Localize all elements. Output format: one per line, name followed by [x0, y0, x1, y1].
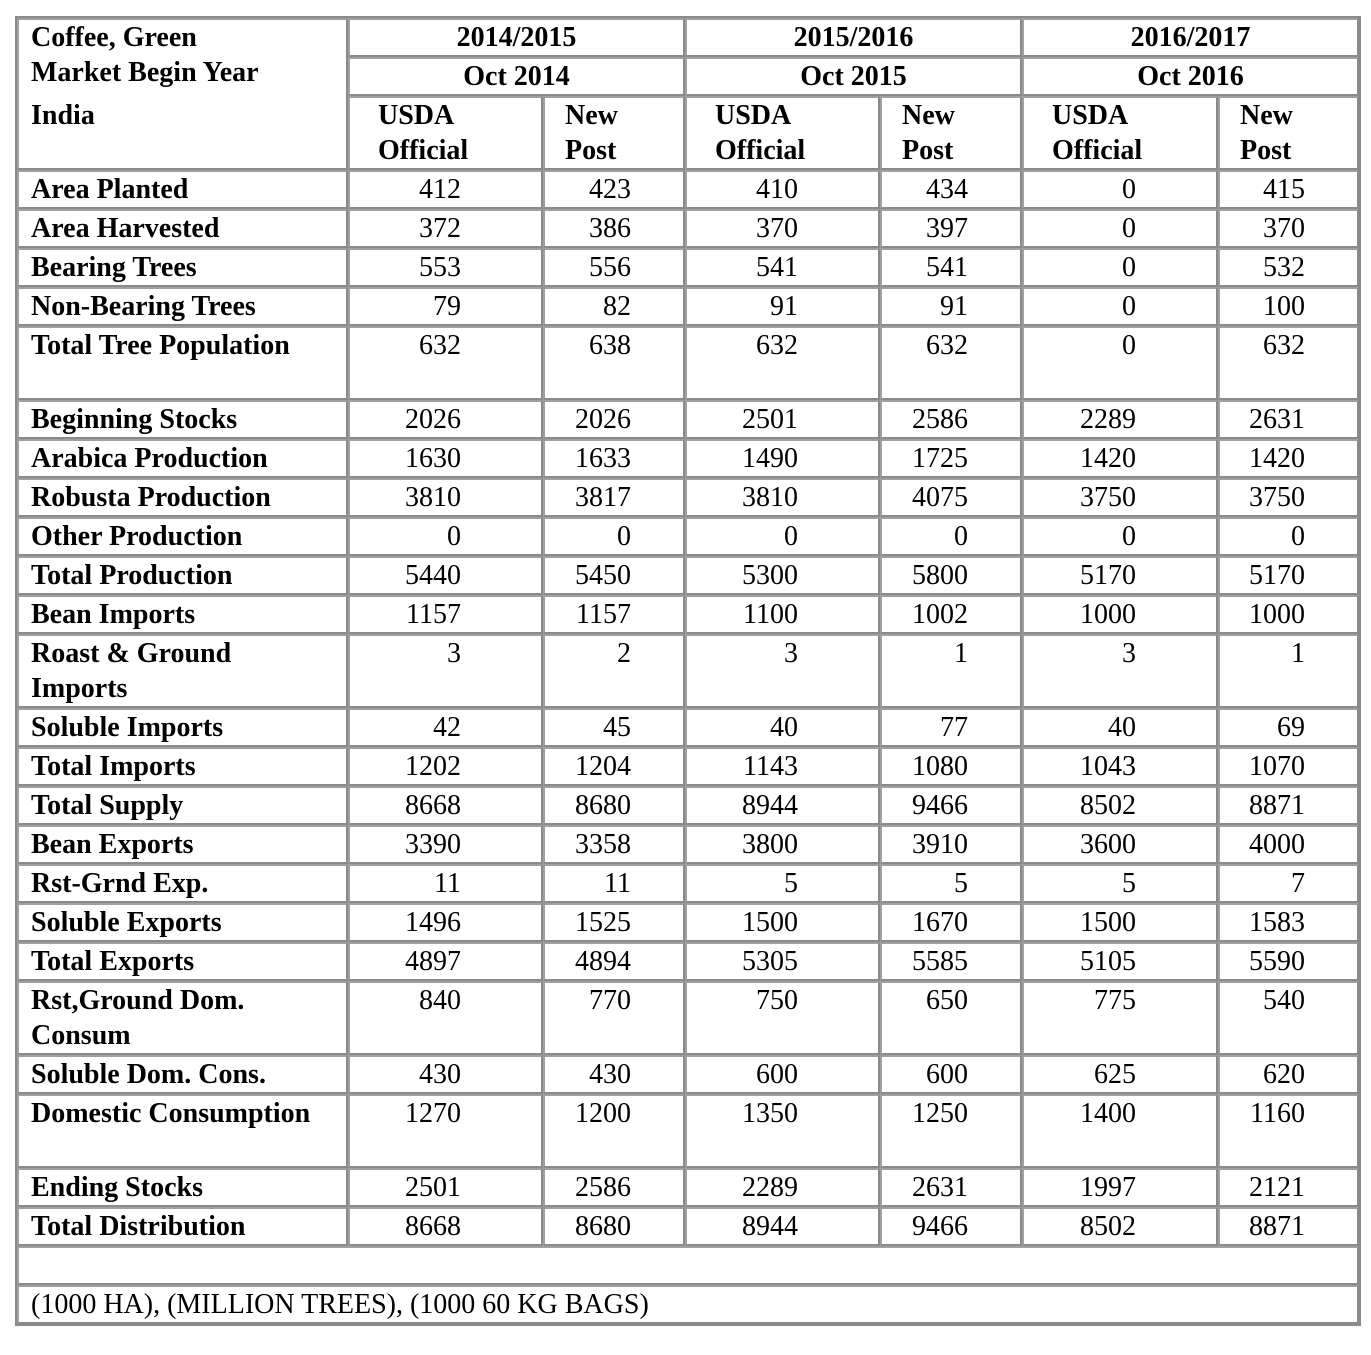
usda-official-value: 1500	[685, 903, 880, 942]
new-post-value: 386	[543, 209, 685, 248]
new-post-value: 370	[1218, 209, 1359, 248]
table-row	[17, 786, 1359, 825]
usda-official-value: 1496	[348, 903, 543, 942]
usda-official-value: 5	[1022, 864, 1218, 903]
table-row	[17, 708, 1359, 747]
new-post-value: 1160	[1218, 1094, 1359, 1168]
new-post-value: 1670	[880, 903, 1022, 942]
new-post-value: 434	[880, 170, 1022, 209]
row-label: Arabica Production	[17, 439, 348, 478]
new-post-value: 9466	[880, 1207, 1022, 1246]
usda-official-value: 5170	[1022, 556, 1218, 595]
usda-official-value: 600	[685, 1055, 880, 1094]
row-label: Domestic Consumption	[17, 1094, 348, 1168]
new-post-value: 69	[1218, 708, 1359, 747]
table-row	[17, 556, 1359, 595]
row-label: Total Tree Population	[17, 326, 348, 400]
table-row	[17, 903, 1359, 942]
usda-official-value: 430	[348, 1055, 543, 1094]
begin-header-2016: Oct 2016	[1022, 57, 1359, 96]
usda-official-value: 1202	[348, 747, 543, 786]
new-post-value: 1000	[1218, 595, 1359, 634]
row-label: Total Production	[17, 556, 348, 595]
market-begin-label: Market Begin Year	[31, 57, 259, 88]
usda-official-value: 3600	[1022, 825, 1218, 864]
new-post-value: 82	[543, 287, 685, 326]
usda-official-value: 3	[1022, 634, 1218, 708]
usda-official-value: 1350	[685, 1094, 880, 1168]
new-post-value: 4894	[543, 942, 685, 981]
new-post-value: 0	[543, 517, 685, 556]
row-label: Beginning Stocks	[17, 400, 348, 439]
new-post-value: 11	[543, 864, 685, 903]
usda-official-value: 1630	[348, 439, 543, 478]
new-post-value: 2586	[543, 1168, 685, 1207]
new-post-value: 2631	[1218, 400, 1359, 439]
new-post-value: 5450	[543, 556, 685, 595]
row-label: Soluble Dom. Cons.	[17, 1055, 348, 1094]
new-post-value: 1204	[543, 747, 685, 786]
new-post-value: 4000	[1218, 825, 1359, 864]
new-post-header: New Post	[880, 96, 1022, 170]
usda-official-value: 91	[685, 287, 880, 326]
usda-official-header: USDA Official	[348, 96, 543, 170]
new-post-value: 1	[1218, 634, 1359, 708]
new-post-value: 5590	[1218, 942, 1359, 981]
row-label: Bearing Trees	[17, 248, 348, 287]
table-row	[17, 747, 1359, 786]
new-post-value: 540	[1218, 981, 1359, 1055]
table-row	[17, 400, 1359, 439]
usda-official-value: 0	[1022, 248, 1218, 287]
year-header-2016: 2016/2017	[1022, 18, 1359, 57]
units-footnote: (1000 HA), (MILLION TREES), (1000 60 KG BAGS)	[17, 1285, 1359, 1324]
new-post-value: 541	[880, 248, 1022, 287]
usda-official-value: 3	[685, 634, 880, 708]
year-header-2015: 2015/2016	[685, 18, 1022, 57]
new-post-value: 2026	[543, 400, 685, 439]
new-post-value: 1420	[1218, 439, 1359, 478]
new-post-value: 91	[880, 287, 1022, 326]
usda-official-value: 750	[685, 981, 880, 1055]
table-row	[17, 1055, 1359, 1094]
table-row	[17, 248, 1359, 287]
table-row	[17, 326, 1359, 400]
new-post-value: 600	[880, 1055, 1022, 1094]
new-post-header: New Post	[543, 96, 685, 170]
usda-official-value: 541	[685, 248, 880, 287]
usda-official-value: 8944	[685, 1207, 880, 1246]
usda-official-value: 0	[1022, 170, 1218, 209]
usda-official-value: 1143	[685, 747, 880, 786]
table-row	[17, 1094, 1359, 1168]
row-label: Non-Bearing Trees	[17, 287, 348, 326]
usda-official-value: 3390	[348, 825, 543, 864]
table-row	[17, 1207, 1359, 1246]
usda-official-value: 1420	[1022, 439, 1218, 478]
new-post-value: 632	[1218, 326, 1359, 400]
row-label: Total Distribution	[17, 1207, 348, 1246]
new-post-value: 8680	[543, 786, 685, 825]
new-post-value: 556	[543, 248, 685, 287]
usda-official-value: 11	[348, 864, 543, 903]
usda-official-value: 0	[1022, 209, 1218, 248]
row-label: Area Harvested	[17, 209, 348, 248]
row-label: Total Exports	[17, 942, 348, 981]
usda-official-value: 8502	[1022, 786, 1218, 825]
new-post-value: 77	[880, 708, 1022, 747]
new-post-value: 5170	[1218, 556, 1359, 595]
new-post-value: 632	[880, 326, 1022, 400]
new-post-value: 532	[1218, 248, 1359, 287]
coffee-psd-table	[15, 16, 1361, 1326]
usda-official-value: 1000	[1022, 595, 1218, 634]
new-post-value: 1583	[1218, 903, 1359, 942]
usda-official-value: 5305	[685, 942, 880, 981]
usda-official-value: 632	[685, 326, 880, 400]
new-post-value: 45	[543, 708, 685, 747]
usda-official-value: 8668	[348, 1207, 543, 1246]
commodity-label: Coffee, Green	[31, 22, 197, 53]
usda-official-value: 0	[1022, 287, 1218, 326]
row-label: Soluble Exports	[17, 903, 348, 942]
new-post-header: New Post	[1218, 96, 1359, 170]
usda-official-value: 775	[1022, 981, 1218, 1055]
new-post-value: 1200	[543, 1094, 685, 1168]
usda-official-value: 632	[348, 326, 543, 400]
new-post-value: 3910	[880, 825, 1022, 864]
row-label: Total Supply	[17, 786, 348, 825]
usda-official-value: 0	[1022, 517, 1218, 556]
usda-official-value: 840	[348, 981, 543, 1055]
table-row	[17, 634, 1359, 708]
usda-official-value: 2289	[1022, 400, 1218, 439]
usda-official-value: 1157	[348, 595, 543, 634]
new-post-value: 8680	[543, 1207, 685, 1246]
usda-official-header: USDA Official	[685, 96, 880, 170]
new-post-value: 1070	[1218, 747, 1359, 786]
new-post-value: 2121	[1218, 1168, 1359, 1207]
new-post-value: 620	[1218, 1055, 1359, 1094]
usda-official-value: 0	[348, 517, 543, 556]
row-label: Rst,Ground Dom. Consum	[17, 981, 348, 1055]
new-post-value: 100	[1218, 287, 1359, 326]
table-row	[17, 517, 1359, 556]
new-post-value: 7	[1218, 864, 1359, 903]
new-post-value: 0	[880, 517, 1022, 556]
table-row	[17, 595, 1359, 634]
table-corner-header	[17, 18, 348, 170]
new-post-value: 9466	[880, 786, 1022, 825]
blank-row	[17, 1246, 1359, 1285]
new-post-value: 8871	[1218, 786, 1359, 825]
year-header-2014: 2014/2015	[348, 18, 685, 57]
new-post-value: 3817	[543, 478, 685, 517]
usda-official-value: 3810	[685, 478, 880, 517]
row-label: Rst-Grnd Exp.	[17, 864, 348, 903]
usda-official-value: 372	[348, 209, 543, 248]
usda-official-value: 0	[685, 517, 880, 556]
new-post-value: 1002	[880, 595, 1022, 634]
footnote-row	[17, 1285, 1359, 1324]
usda-official-value: 1490	[685, 439, 880, 478]
table-row	[17, 1168, 1359, 1207]
row-label: Robusta Production	[17, 478, 348, 517]
new-post-value: 1725	[880, 439, 1022, 478]
usda-official-value: 3	[348, 634, 543, 708]
usda-official-value: 1997	[1022, 1168, 1218, 1207]
usda-official-value: 3800	[685, 825, 880, 864]
table-row	[17, 942, 1359, 981]
usda-official-value: 625	[1022, 1055, 1218, 1094]
row-label: Bean Imports	[17, 595, 348, 634]
table-row	[17, 478, 1359, 517]
new-post-value: 1633	[543, 439, 685, 478]
usda-official-value: 412	[348, 170, 543, 209]
usda-official-value: 2026	[348, 400, 543, 439]
row-label: Soluble Imports	[17, 708, 348, 747]
new-post-value: 2	[543, 634, 685, 708]
table-row	[17, 287, 1359, 326]
new-post-value: 5	[880, 864, 1022, 903]
usda-official-value: 2501	[685, 400, 880, 439]
usda-official-value: 40	[685, 708, 880, 747]
usda-official-value: 2289	[685, 1168, 880, 1207]
usda-official-value: 370	[685, 209, 880, 248]
new-post-value: 415	[1218, 170, 1359, 209]
usda-official-value: 1400	[1022, 1094, 1218, 1168]
usda-official-value: 8668	[348, 786, 543, 825]
begin-header-2014: Oct 2014	[348, 57, 685, 96]
blank-cell	[17, 1246, 1359, 1285]
new-post-value: 1157	[543, 595, 685, 634]
new-post-value: 3750	[1218, 478, 1359, 517]
usda-official-value: 5440	[348, 556, 543, 595]
begin-header-2015: Oct 2015	[685, 57, 1022, 96]
usda-official-value: 1043	[1022, 747, 1218, 786]
table-row	[17, 209, 1359, 248]
usda-official-value: 42	[348, 708, 543, 747]
table-row	[17, 170, 1359, 209]
new-post-value: 423	[543, 170, 685, 209]
usda-official-value: 0	[1022, 326, 1218, 400]
usda-official-value: 79	[348, 287, 543, 326]
row-label: Area Planted	[17, 170, 348, 209]
usda-official-value: 1500	[1022, 903, 1218, 942]
header-row-years	[17, 18, 1359, 57]
usda-official-header: USDA Official	[1022, 96, 1218, 170]
new-post-value: 1525	[543, 903, 685, 942]
usda-official-value: 3810	[348, 478, 543, 517]
new-post-value: 5800	[880, 556, 1022, 595]
row-label: Ending Stocks	[17, 1168, 348, 1207]
new-post-value: 1080	[880, 747, 1022, 786]
usda-official-value: 1100	[685, 595, 880, 634]
usda-official-value: 3750	[1022, 478, 1218, 517]
new-post-value: 1250	[880, 1094, 1022, 1168]
table-row	[17, 439, 1359, 478]
new-post-value: 4075	[880, 478, 1022, 517]
row-label: Other Production	[17, 517, 348, 556]
usda-official-value: 5300	[685, 556, 880, 595]
usda-official-value: 8944	[685, 786, 880, 825]
table-row	[17, 864, 1359, 903]
usda-official-value: 1270	[348, 1094, 543, 1168]
usda-official-value: 553	[348, 248, 543, 287]
new-post-value: 1	[880, 634, 1022, 708]
usda-official-value: 5	[685, 864, 880, 903]
table-row	[17, 981, 1359, 1055]
new-post-value: 2631	[880, 1168, 1022, 1207]
new-post-value: 8871	[1218, 1207, 1359, 1246]
row-label: Total Imports	[17, 747, 348, 786]
row-label: Roast & Ground Imports	[17, 634, 348, 708]
country-label: India	[31, 100, 95, 131]
new-post-value: 430	[543, 1055, 685, 1094]
usda-official-value: 2501	[348, 1168, 543, 1207]
new-post-value: 770	[543, 981, 685, 1055]
usda-official-value: 5105	[1022, 942, 1218, 981]
new-post-value: 2586	[880, 400, 1022, 439]
new-post-value: 0	[1218, 517, 1359, 556]
new-post-value: 5585	[880, 942, 1022, 981]
usda-official-value: 410	[685, 170, 880, 209]
new-post-value: 650	[880, 981, 1022, 1055]
usda-official-value: 4897	[348, 942, 543, 981]
usda-official-value: 40	[1022, 708, 1218, 747]
new-post-value: 3358	[543, 825, 685, 864]
new-post-value: 638	[543, 326, 685, 400]
row-label: Bean Exports	[17, 825, 348, 864]
new-post-value: 397	[880, 209, 1022, 248]
table-row	[17, 825, 1359, 864]
usda-official-value: 8502	[1022, 1207, 1218, 1246]
